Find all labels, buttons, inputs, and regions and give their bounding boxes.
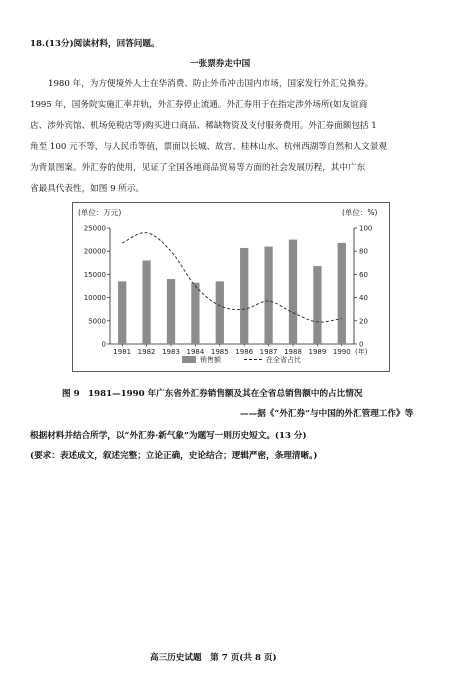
- legend-bar-label: 销售额: [200, 356, 221, 364]
- x-tick-label: 1989: [308, 348, 327, 356]
- paragraph-line: 1995 年，国务院实施汇率并轨，外汇券停止流通。外汇券用于在指定涉外场所(如友谊商: [30, 100, 368, 110]
- x-tick-label: 1986: [235, 348, 254, 356]
- right-axis-unit: (单位：%): [342, 208, 378, 217]
- x-tick-label: 1981: [113, 348, 132, 356]
- x-tick-label: 1990: [332, 348, 351, 356]
- sales-bar: [191, 283, 199, 344]
- left-tick-label: 25000: [83, 224, 106, 233]
- sales-bar: [264, 247, 272, 344]
- left-tick-label: 20000: [83, 247, 106, 256]
- x-tick-label: 1982: [137, 348, 156, 356]
- left-tick-label: 15000: [83, 270, 106, 279]
- x-tick-label: 1984: [186, 348, 205, 356]
- paragraph-line: 1980 年，为方便境外人士在华消费、防止外币冲击国内市场，国家发行外汇兑换券。: [48, 79, 374, 89]
- x-tick-label: 1987: [259, 348, 278, 356]
- share-line: [122, 233, 342, 323]
- page-footer: 高三历史试题 第 7 页(共 8 页): [150, 653, 277, 663]
- task-line: 根据材料并结合所学，以“外汇券·新气象”为题写一则历史短文。(13 分): [30, 431, 307, 441]
- sales-bar: [142, 260, 150, 344]
- sales-bar: [338, 243, 346, 344]
- paragraph-line: 为背景图案。外汇券的使用，见证了全国各地商品贸易等方面的社会发展历程，其中广东: [30, 163, 366, 173]
- figure-caption: 图 9 1981—1990 年广东省外汇券销售额及其在全省总销售额中的占比情况: [62, 389, 363, 399]
- x-tick-label: 1983: [162, 348, 180, 356]
- sales-bar: [118, 281, 126, 344]
- left-tick-label: 0: [101, 340, 106, 349]
- right-tick-label: 40: [359, 294, 368, 303]
- paragraph-line: 店、涉外宾馆、机场免税店等)购买进口商品、稀缺物资及支付服务费用。外汇券面额包括 1: [30, 121, 377, 131]
- chart-svg: [72, 202, 390, 372]
- right-tick-label: 100: [359, 224, 373, 233]
- left-axis-unit: (单位：万元): [78, 208, 122, 217]
- paragraph-line: 省最具代表性，如图 9 所示。: [30, 184, 145, 194]
- paragraph-line: 角至 100 元不等，与人民币等值，票面以长城、故宫、桂林山水、杭州西湖等自然和人文景观: [30, 142, 388, 152]
- right-tick-label: 20: [359, 317, 368, 326]
- left-tick-label: 10000: [83, 294, 106, 303]
- sales-bar: [216, 281, 224, 344]
- sales-bar: [313, 266, 321, 344]
- right-tick-label: 60: [359, 270, 368, 279]
- legend-line-label: 在全省占比: [266, 356, 301, 364]
- sales-bar: [167, 279, 175, 344]
- figure-source: ——据《“外汇券”与中国的外汇管理工作》等: [240, 409, 414, 419]
- right-tick-label: 80: [359, 247, 368, 256]
- right-tick-label: 0: [359, 340, 364, 349]
- left-tick-label: 5000: [88, 317, 106, 326]
- figure-9-chart: [72, 202, 390, 372]
- x-tick-label: 1988: [284, 348, 302, 356]
- sales-bar: [240, 248, 248, 344]
- x-axis-unit: (年): [355, 348, 368, 356]
- section-title: 一张票券走中国: [190, 59, 251, 69]
- question-number: 18.(13分)阅读材料，回答问题。: [30, 39, 160, 49]
- legend-bar-swatch: [182, 356, 196, 363]
- requirement-line: (要求：表述成文，叙述完整；立论正确，史论结合；逻辑严密，条理清晰。): [30, 451, 318, 461]
- sales-bar: [289, 240, 297, 344]
- x-tick-label: 1985: [210, 348, 229, 356]
